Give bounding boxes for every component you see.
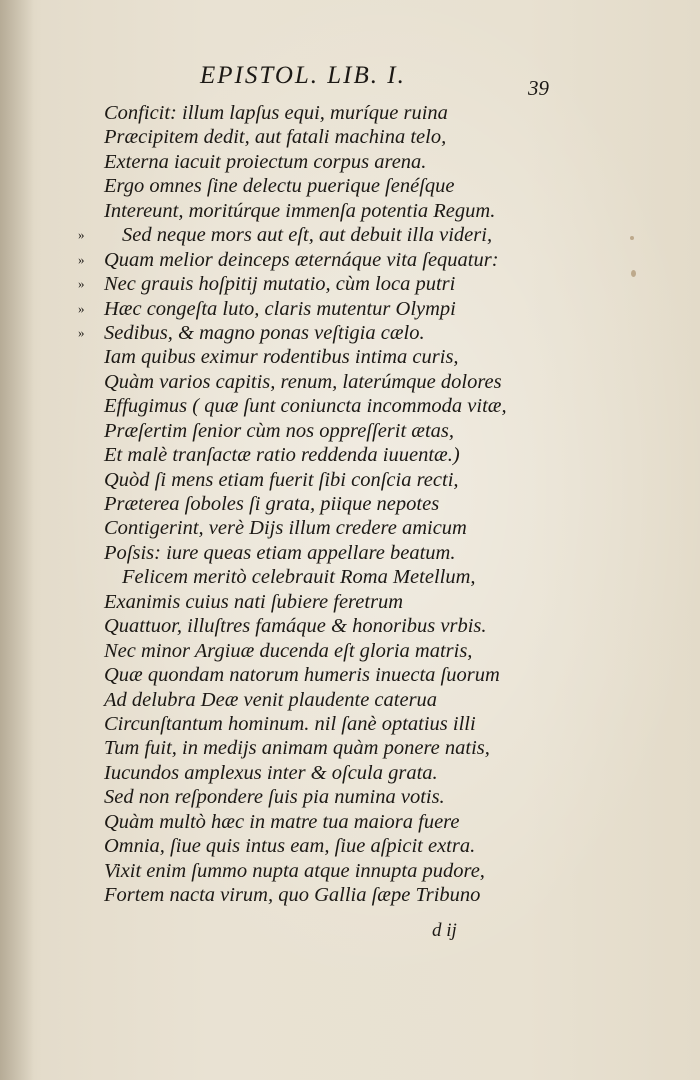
verse-line-text: Ergo omnes ſine delectu puerique ſenéſque bbox=[104, 175, 455, 198]
verse-line bbox=[78, 101, 518, 125]
verse-line-text: Felicem meritò celebrauit Roma Metellum, bbox=[122, 566, 476, 589]
verse-line-text: Ad delubra Deæ venit plaudente caterua bbox=[104, 688, 438, 711]
paper-spot bbox=[631, 270, 636, 277]
quotation-mark: » bbox=[78, 227, 85, 243]
verse-line bbox=[78, 639, 518, 663]
verse-line bbox=[78, 468, 518, 492]
signature-mark: d ij bbox=[432, 920, 457, 941]
verse-line-text: Præterea ſoboles ſi grata, piique nepotes bbox=[104, 493, 440, 515]
verse-line-text: Quàm varios capitis, renum, laterúmque dolores bbox=[104, 370, 502, 393]
verse-line bbox=[78, 321, 518, 345]
verse-line-text: Sed neque mors aut eſt, aut debuit illa videri, bbox=[122, 224, 493, 247]
verse-line-text: Sedibus, & magno ponas veſtigia cælo. bbox=[104, 321, 425, 344]
gutter-shadow bbox=[0, 0, 34, 1080]
verse-line bbox=[78, 199, 518, 223]
verse-line bbox=[78, 492, 518, 516]
quotation-mark: » bbox=[78, 324, 85, 340]
verse-line bbox=[78, 541, 518, 565]
verse-line bbox=[78, 761, 518, 785]
verse-line-text: Nec grauis hoſpitij mutatio, cùm loca putri bbox=[104, 273, 456, 296]
verse-line bbox=[78, 125, 518, 149]
verse-line bbox=[78, 394, 518, 418]
verse-line-text: Exanimis cuius nati ſubiere feretrum bbox=[104, 590, 404, 613]
verse-line bbox=[78, 297, 518, 321]
verse-line-text: Conficit: illum lapſus equi, muríque ruina bbox=[104, 102, 448, 124]
paper-spot bbox=[630, 236, 634, 240]
verse-line bbox=[78, 345, 518, 369]
verse-line-text: Externa iacuit proiectum corpus arena. bbox=[104, 150, 427, 173]
verse-line bbox=[78, 590, 518, 614]
verse-line-text: Hæc congeſta luto, claris mutentur Olympi bbox=[104, 297, 456, 320]
verse-line-text: Tum fuit, in medijs animam quàm ponere natis, bbox=[104, 737, 490, 760]
verse-line bbox=[78, 834, 518, 858]
verse-line-text: Nec minor Argiuæ ducenda eſt gloria matris, bbox=[104, 639, 473, 662]
quotation-mark: » bbox=[78, 300, 85, 316]
verse-line-text: Iam quibus eximur rodentibus intima curis, bbox=[104, 346, 459, 369]
verse-line bbox=[78, 688, 518, 712]
verse-line-text: Omnia, ſiue quis intus eam, ſiue aſpicit extra. bbox=[104, 835, 476, 858]
verse-line bbox=[78, 663, 518, 687]
page-number: 39 bbox=[528, 76, 549, 100]
verse-line bbox=[78, 614, 518, 638]
verse-line-text: Circunſtantum hominum. nil ſanè optatius illi bbox=[104, 712, 476, 735]
verse-line bbox=[78, 174, 518, 198]
verse-line-text: Quòd ſi mens etiam fuerit ſibi conſcia recti, bbox=[104, 468, 459, 491]
verse-line-text: Fortem nacta virum, quo Gallia ſæpe Tribuno bbox=[104, 884, 481, 906]
verse-line bbox=[78, 248, 518, 272]
quotation-mark: » bbox=[78, 251, 85, 267]
verse-line-text: Quæ quondam natorum humeris inuecta ſuorum bbox=[104, 664, 500, 687]
verse-line-text: Præſertim ſenior cùm nos oppreſſerit ætas, bbox=[104, 419, 455, 442]
verse-line bbox=[78, 810, 518, 834]
verse-line bbox=[78, 150, 518, 174]
verse-line-text: Quam melior deinceps æternáque vita ſequatur: bbox=[104, 248, 499, 271]
verse-text-block bbox=[78, 101, 518, 907]
verse-line bbox=[78, 785, 518, 809]
verse-line-text: Quattuor, illuſtres famáque & honoribus vrbis. bbox=[104, 615, 487, 638]
verse-line bbox=[78, 712, 518, 736]
quotation-mark: » bbox=[78, 276, 85, 292]
verse-line-text: Et malè tranſactæ ratio reddenda iuuentæ.) bbox=[104, 444, 460, 467]
verse-line bbox=[78, 516, 518, 540]
verse-line-text: Poſsis: iure queas etiam appellare beatum. bbox=[104, 541, 456, 564]
verse-line bbox=[78, 419, 518, 443]
verse-line-text: Quàm multò hæc in matre tua maiora fuere bbox=[104, 810, 460, 833]
verse-line bbox=[78, 370, 518, 394]
verse-line-text: Vixit enim ſummo nupta atque innupta pudore, bbox=[104, 859, 485, 882]
verse-line-text: Sed non reſpondere ſuis pia numina votis. bbox=[104, 786, 445, 809]
verse-line-text: Iucundos amplexus inter & oſcula grata. bbox=[104, 761, 438, 784]
verse-line-text: Intereunt, moritúrque immenſa potentia Regum. bbox=[104, 199, 496, 222]
verse-line bbox=[78, 272, 518, 296]
verse-line bbox=[78, 736, 518, 760]
verse-line bbox=[78, 223, 518, 247]
verse-line-text: Præcipitem dedit, aut fatali machina telo, bbox=[104, 126, 447, 149]
verse-line bbox=[78, 443, 518, 467]
verse-line bbox=[78, 859, 518, 883]
verse-line-text: Contigerint, verè Dijs illum credere amicum bbox=[104, 517, 467, 540]
verse-line bbox=[78, 883, 518, 907]
verse-line-text: Effugimus ( quæ ſunt coniuncta incommoda vitæ, bbox=[104, 395, 507, 418]
verse-line bbox=[78, 565, 518, 589]
running-title: EPISTOL. LIB. I. bbox=[200, 62, 406, 89]
